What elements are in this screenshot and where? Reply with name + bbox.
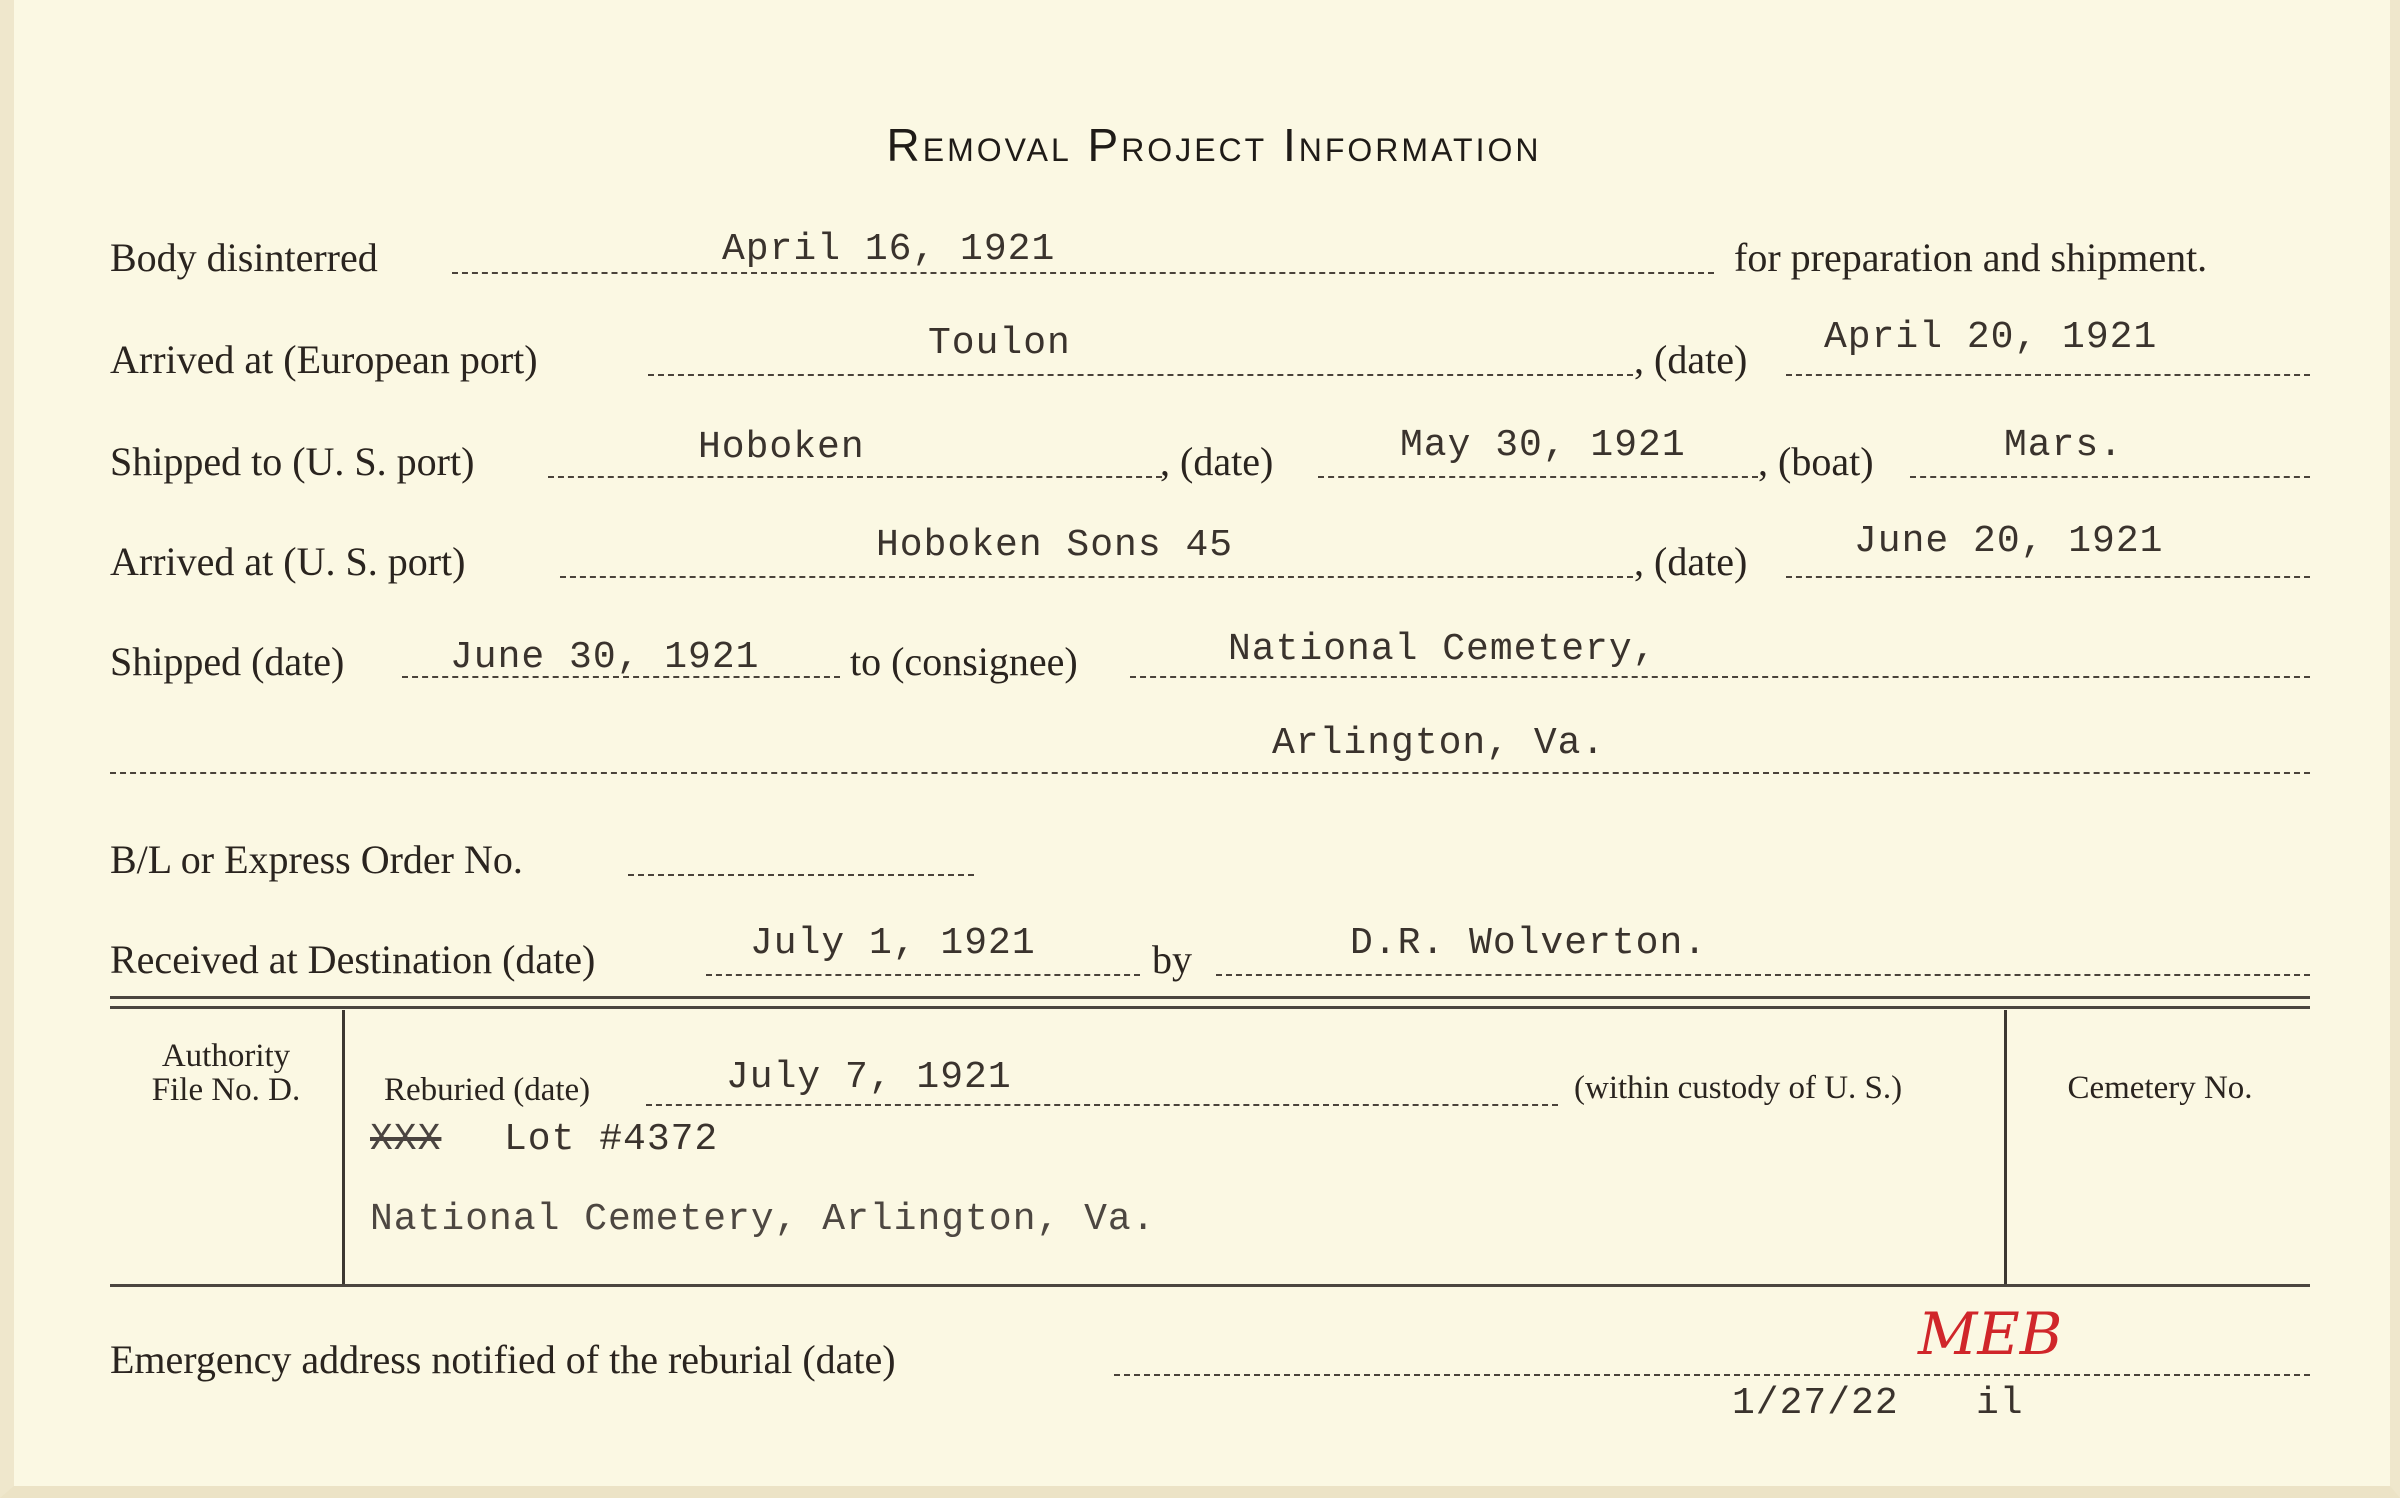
consignee-label: to (consignee)	[850, 639, 1078, 684]
consignee-continuation-line	[110, 772, 2310, 774]
consignee-value-line2: Arlington, Va.	[1272, 722, 1606, 765]
emergency-date: 1/27/22	[1732, 1382, 1899, 1425]
european-port-label: Arrived at (European port)	[110, 337, 538, 382]
authority-line2: File No. D.	[151, 1072, 301, 1108]
struck-typed-text: XXX	[370, 1118, 442, 1161]
us-port-shipped-date-label: , (date)	[1160, 439, 1274, 484]
bl-order-line	[628, 874, 974, 876]
received-by-label: by	[1152, 937, 1192, 982]
body-disinterred-value: April 16, 1921	[722, 228, 1056, 271]
emergency-line	[1114, 1374, 2310, 1376]
us-port-shipped-label: Shipped to (U. S. port)	[110, 439, 475, 484]
card-title: Removal Project Information	[886, 119, 1542, 171]
european-port-line	[648, 374, 1633, 376]
section-divider-bottom	[110, 1006, 2310, 1009]
european-port-date-value: April 20, 1921	[1824, 316, 2158, 359]
section-divider-top	[110, 996, 2310, 999]
us-port-shipped-line	[548, 476, 1162, 478]
body-disinterred-suffix: for preparation and shipment.	[1734, 235, 2208, 280]
emergency-label: Emergency address notified of the reburial (date)	[110, 1337, 896, 1382]
us-port-arrived-label: Arrived at (U. S. port)	[110, 539, 466, 584]
reburied-value: July 7, 1921	[726, 1056, 1012, 1099]
us-port-arrived-date-line	[1786, 576, 2310, 578]
us-port-arrived-date-value: June 20, 1921	[1854, 520, 2164, 563]
us-port-shipped-date-value: May 30, 1921	[1400, 424, 1686, 467]
boat-value: Mars.	[2004, 424, 2124, 467]
us-port-arrived-line	[560, 576, 1633, 578]
european-port-date-label: , (date)	[1634, 337, 1748, 382]
received-date-line	[706, 974, 1140, 976]
section-bottom-rule	[110, 1284, 2310, 1287]
body-disinterred-line	[452, 272, 1714, 274]
authority-line1: Authority	[161, 1038, 291, 1074]
boat-label: , (boat)	[1758, 439, 1874, 484]
bl-order-label: B/L or Express Order No.	[110, 837, 523, 882]
received-date-label: Received at Destination (date)	[110, 937, 596, 982]
european-port-date-line	[1786, 374, 2310, 376]
reburied-line	[646, 1104, 1558, 1106]
european-port-value: Toulon	[928, 322, 1071, 365]
shipped-date-value: June 30, 1921	[450, 636, 760, 679]
us-port-shipped-date-line	[1318, 476, 1758, 478]
handwritten-initials: MEB	[1918, 1300, 2063, 1368]
cemetery-no-label: Cemetery No.	[2067, 1070, 2253, 1106]
us-port-arrived-value: Hoboken Sons 45	[876, 524, 1234, 567]
right-column-divider	[2004, 1010, 2007, 1284]
consignee-value-line1: National Cemetery,	[1228, 628, 1657, 671]
reburied-label: Reburied (date)	[384, 1072, 591, 1108]
reburied-suffix: (within custody of U. S.)	[1574, 1070, 1903, 1106]
received-by-value: D.R. Wolverton.	[1350, 922, 1708, 965]
us-port-shipped-value: Hoboken	[698, 426, 865, 469]
shipped-date-label: Shipped (date)	[110, 639, 345, 684]
boat-line	[1910, 476, 2310, 478]
received-by-line	[1216, 974, 2310, 976]
reburial-place: National Cemetery, Arlington, Va.	[370, 1198, 1156, 1241]
us-port-arrived-date-label: , (date)	[1634, 539, 1748, 584]
clerk-initials: il	[1976, 1382, 2024, 1425]
body-disinterred-label: Body disinterred	[110, 235, 378, 280]
consignee-line	[1130, 676, 2310, 678]
left-column-divider	[342, 1010, 345, 1284]
lot-number: Lot #4372	[504, 1118, 719, 1161]
received-date-value: July 1, 1921	[750, 922, 1036, 965]
